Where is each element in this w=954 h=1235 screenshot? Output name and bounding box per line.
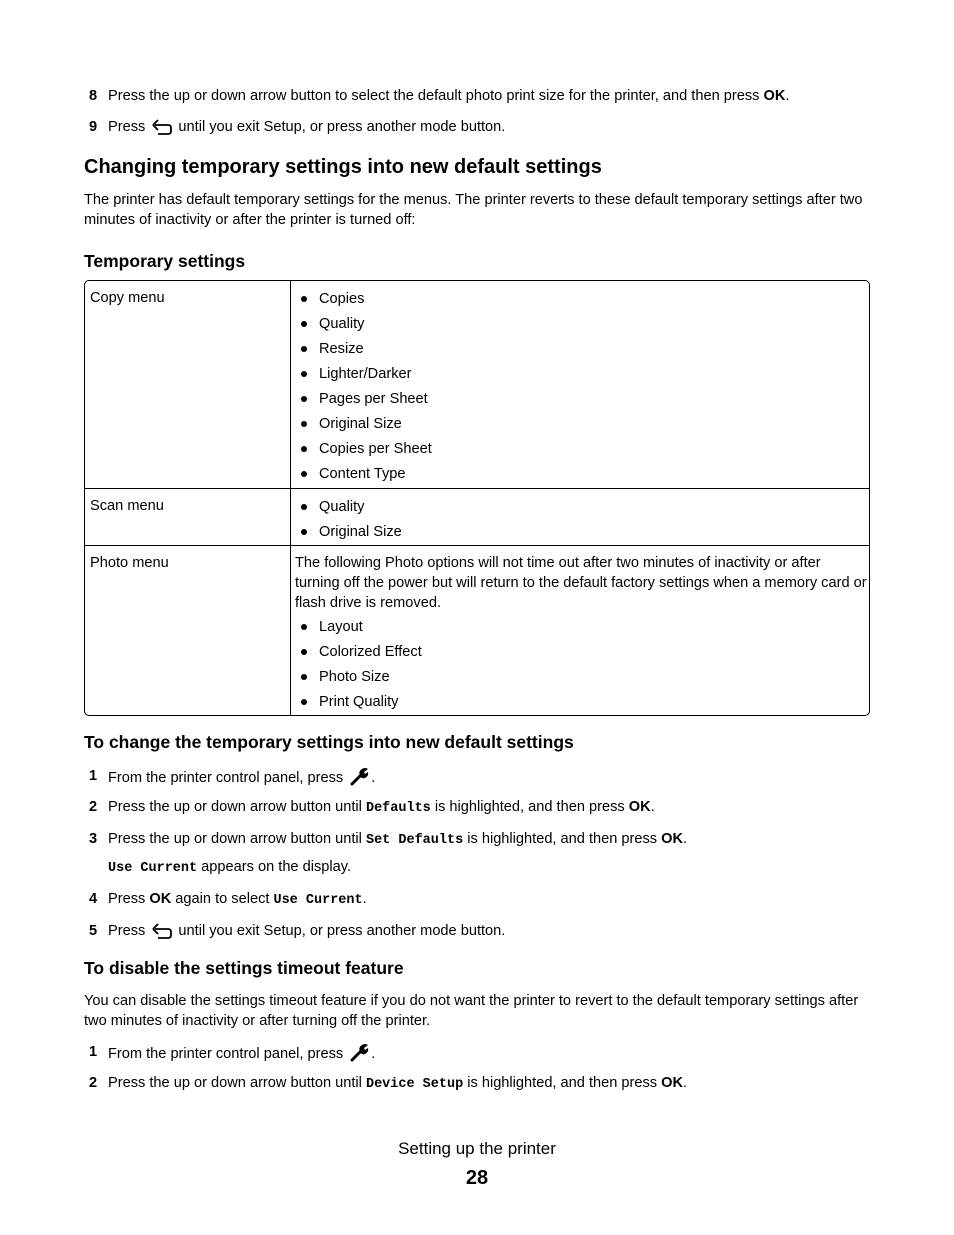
table-row-copy: [85, 281, 869, 489]
display-text: Device Setup: [365, 1077, 464, 1092]
ok-label: OK: [661, 1075, 684, 1091]
list-item: Content Type: [300, 464, 432, 489]
wrench-icon: [350, 766, 370, 786]
display-text: Defaults: [365, 801, 431, 816]
temporary-settings-table: [84, 280, 870, 716]
list-item: Quality: [300, 497, 402, 522]
ok-label: OK: [628, 799, 651, 815]
back-icon: [152, 921, 172, 939]
step-number: 9: [89, 119, 98, 135]
step-number: 5: [89, 923, 98, 939]
step-number: 1: [89, 768, 98, 784]
disable-timeout-heading: To disable the settings timeout feature: [84, 958, 404, 978]
ok-label: OK: [661, 831, 684, 847]
row-label: Scan menu: [90, 498, 164, 514]
list-item: Copies: [300, 289, 432, 314]
ok-label: OK: [149, 891, 172, 907]
wrench-icon: [350, 1042, 370, 1062]
display-text: Set Defaults: [365, 833, 464, 848]
display-text: Use Current: [273, 893, 363, 908]
back-icon: [152, 117, 172, 135]
intro-paragraph: The printer has default temporary settings for the menus. The printer reverts to these default temporary settings after two minutes of inactivity or after the printer is turned off:: [84, 192, 863, 228]
list-item: Print Quality: [300, 692, 422, 717]
list-item: Original Size: [300, 522, 402, 547]
step-number: 2: [89, 799, 98, 815]
list-item: Photo Size: [300, 667, 422, 692]
list-item: Pages per Sheet: [300, 389, 432, 414]
disable-intro-paragraph: You can disable the settings timeout feature if you do not want the printer to revert to the default temporary settings after two minutes of inactivity or after turning off the printer.: [84, 993, 859, 1029]
copy-options-list: [300, 289, 432, 489]
step-number: 2: [89, 1075, 98, 1091]
change-defaults-heading: To change the temporary settings into new default settings: [84, 732, 574, 752]
step-number: 8: [89, 88, 98, 104]
footer-chapter-title: Setting up the printer: [398, 1139, 556, 1158]
scan-options-list: [300, 497, 402, 547]
section-title: Changing temporary settings into new default settings: [84, 156, 602, 178]
step-number: 4: [89, 891, 98, 907]
row-label: Photo menu: [90, 555, 169, 571]
ok-label: OK: [763, 88, 786, 104]
step-number: 3: [89, 831, 98, 847]
display-text: Use Current: [108, 861, 198, 876]
list-item: Colorized Effect: [300, 642, 422, 667]
list-item: Original Size: [300, 414, 432, 439]
step-number: 1: [89, 1044, 98, 1060]
list-item: Resize: [300, 339, 432, 364]
photo-note: The following Photo options will not time out after two minutes of inactivity or after turning off the power but will return to the default factory settings when a memory card or flash drive is removed.: [295, 555, 867, 611]
list-item: Layout: [300, 617, 422, 642]
photo-options-list: [300, 617, 422, 717]
step-text: Press the up or down arrow button to select the default photo print size for the printer, and then press: [108, 88, 764, 104]
row-label: Copy menu: [90, 290, 165, 306]
table-row-scan: [85, 489, 869, 546]
temporary-settings-heading: Temporary settings: [84, 251, 246, 271]
table-row-photo: [85, 546, 869, 714]
list-item: Copies per Sheet: [300, 439, 432, 464]
list-item: Lighter/Darker: [300, 364, 432, 389]
page-number: 28: [465, 1167, 489, 1189]
list-item: Quality: [300, 314, 432, 339]
